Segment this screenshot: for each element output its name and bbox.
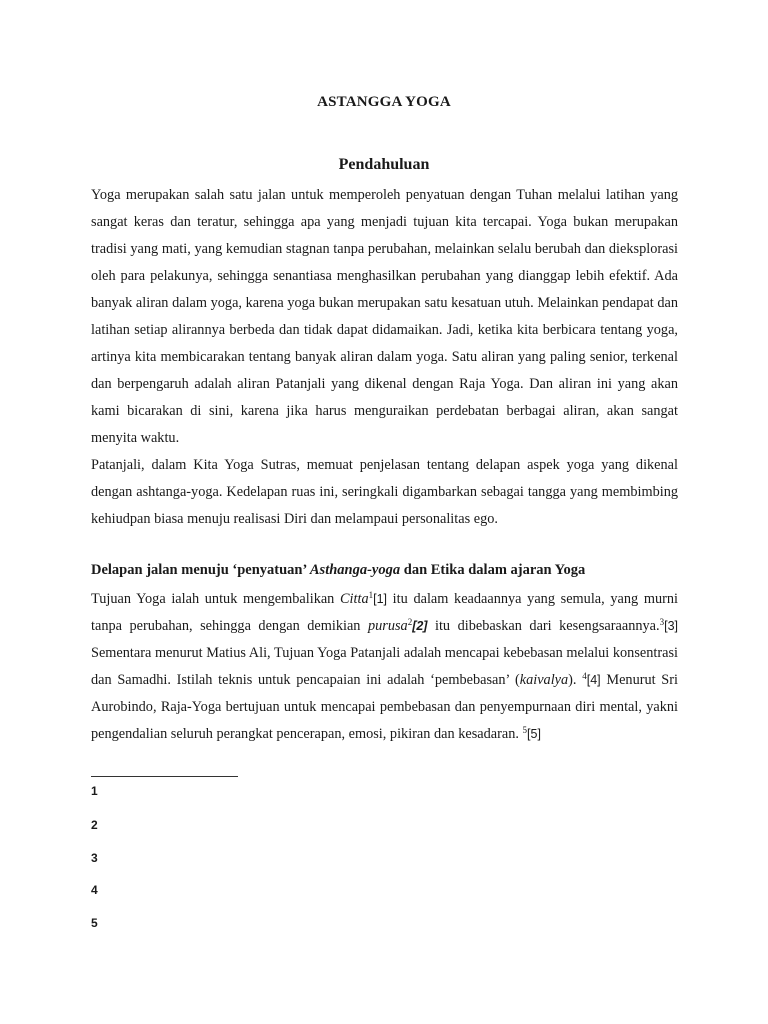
footnote-ref-1[interactable]: [1] (373, 592, 388, 606)
term-kaivalya: kaivalya (519, 672, 569, 688)
term-purusa: purusa (367, 618, 408, 634)
document-title: ASTANGGA YOGA (317, 94, 451, 110)
footnote-number: 2 (91, 818, 98, 832)
footnote-separator (91, 776, 238, 777)
footnote-number: 1 (91, 784, 98, 798)
footnote-mark-2[interactable]: 2 (407, 617, 413, 627)
footnote-mark-4[interactable]: 4 (582, 671, 587, 681)
term-citta: Citta (340, 591, 369, 607)
footnote-ref-5[interactable]: [5] (527, 727, 541, 741)
intro-paragraph-2: Patanjali, dalam Kita Yoga Sutras, memuat penjelasan tentang delapan aspek yoga yang dikenal dengan ashtanga-yoga. Kedelapan ruas ini, seringkali digambarkan sebagai tangga yang membimbing kehiudpan biasa menuju realisasi Diri dan melampaui personalitas ego. (91, 457, 678, 527)
footnote-ref-2[interactable]: [2] (412, 619, 428, 633)
intro-heading: Pendahuluan (338, 156, 430, 173)
section-heading: Delapan jalan menuju ‘penyatuan’ Asthanga-yoga dan Etika dalam ajaran Yoga (91, 562, 586, 578)
footnote-ref-4[interactable]: [4] (586, 673, 601, 687)
footnote-number: 5 (91, 916, 98, 930)
footnote-mark-3[interactable]: 3 (659, 617, 665, 627)
intro-paragraph-1: Yoga merupakan salah satu jalan untuk memperoleh penyatuan dengan Tuhan melalui latihan yang sangat keras dan teratur, sehingga apa yang menjadi tujuan kita tercapai. Yoga bukan merupakan tradisi yang mati, yang kemudian stagnan tanpa perubahan, melainkan selalu berubah dan dieksplorasi oleh para pelakunya, sehingga senantiasa menghasilkan perubahan yang dianggap lebih efektif. Ada banyak aliran dalam yoga, karena yoga bukan merupakan satu kesatuan utuh. Melainkan pendapat dan latihan setiap alirannya berbeda dan tidak dapat didamaikan. Jadi, ketika kita berbicara tentang yoga, artinya kita membicarakan tentang banyak aliran dalam yoga. Satu aliran yang paling senior, terkenal dan berpengaruh adalah aliran Patanjali yang dikenal dengan Raja Yoga. Dan aliran ini yang akan kami bicarakan di sini, karena jika harus menguraikan perdebatan berbagai aliran, akan sangat menyita waktu. (91, 187, 678, 446)
footnote-number: 4 (91, 883, 98, 897)
footnote-mark-1[interactable]: 1 (368, 590, 374, 600)
footnote-mark-5[interactable]: 5 (522, 725, 528, 735)
footnote-number: 3 (91, 851, 98, 865)
section-paragraph: Tujuan Yoga ialah untuk mengembalikan Citta$^1$[1] itu dalam keadaannya yang semula, yang murni tanpa perubahan, sehingga dengan demikian purusa$^2$[2] itu dibebaskan dari kesengsaraannya.$^3$[3] Sementara menurut Matius Ali, Tujuan Yoga Patanjali adalah mencapai kebebasan melalui konsentrasi dan Samadhi. Istilah teknis untuk pencapaian ini adalah ‘pembebasan’ (kaivalya). $^4$[4] Menurut Sri Aurobindo, Raja-Yoga bertujuan untuk mencapai pembebasan dan penyempurnaan diri mental, yakni pengendalian seluruh perangkat pencerapan, emosi, pikiran dan kesadaran. $^5$[5] (91, 590, 678, 742)
footnote-ref-3[interactable]: [3] (664, 619, 678, 633)
